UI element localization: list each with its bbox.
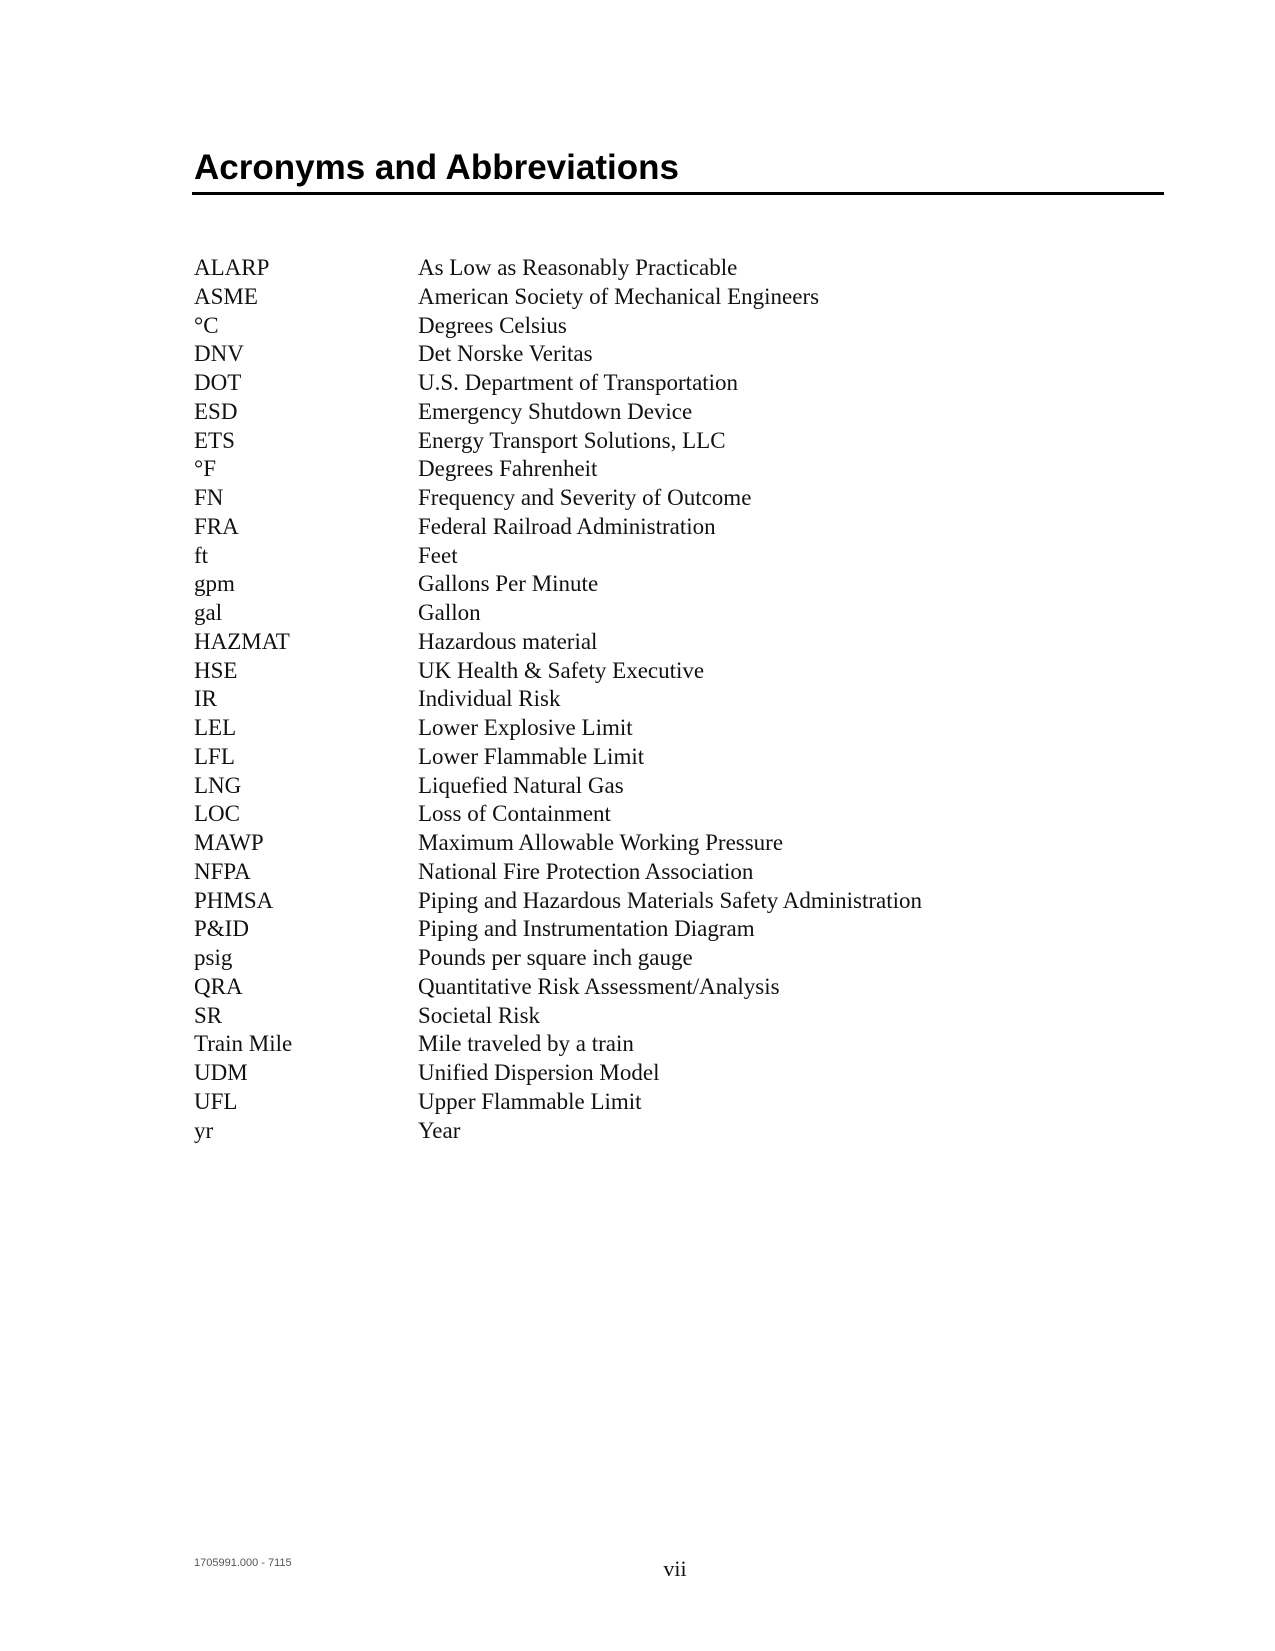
- list-item: [194, 312, 1154, 341]
- acronym-term: psig: [194, 945, 233, 970]
- acronym-definition: Lower Explosive Limit: [418, 715, 633, 740]
- acronym-term: LNG: [194, 772, 242, 798]
- acronym-term: UDM: [194, 1060, 248, 1085]
- acronym-term: SR: [194, 1002, 223, 1028]
- acronym-term: QRA: [194, 973, 243, 999]
- acronym-definition: Hazardous material: [418, 628, 598, 654]
- list-item: [194, 513, 1154, 542]
- acronym-definition: Pounds per square inch gauge: [418, 945, 693, 970]
- acronym-term: MAWP: [194, 830, 264, 855]
- list-item: [194, 570, 1154, 599]
- acronym-definition: Degrees Fahrenheit: [418, 456, 598, 482]
- acronym-definition: Piping and Instrumentation Diagram: [418, 916, 755, 942]
- acronym-term: °F: [194, 456, 216, 482]
- acronym-definition: Energy Transport Solutions, LLC: [418, 427, 726, 453]
- acronym-term: PHMSA: [194, 887, 274, 913]
- acronym-term: DNV: [194, 341, 244, 367]
- acronym-list: [194, 254, 1154, 1145]
- acronym-term: gpm: [194, 571, 235, 597]
- list-item: [194, 484, 1154, 513]
- acronym-definition: Det Norske Veritas: [418, 341, 593, 367]
- acronym-term: yr: [194, 1117, 214, 1143]
- acronym-definition: Gallon: [418, 600, 481, 625]
- acronym-definition: UK Health & Safety Executive: [418, 657, 705, 683]
- list-item: [194, 455, 1154, 484]
- acronym-term: ALARP: [194, 255, 270, 280]
- acronym-definition: Degrees Celsius: [418, 312, 567, 338]
- acronym-definition: Upper Flammable Limit: [418, 1088, 642, 1114]
- acronym-term: ETS: [194, 427, 235, 453]
- list-item: [194, 369, 1154, 398]
- list-item: [194, 685, 1154, 714]
- acronym-term: FRA: [194, 513, 239, 539]
- list-item: [194, 599, 1154, 628]
- acronym-term: LEL: [194, 715, 237, 740]
- acronym-definition: Societal Risk: [418, 1002, 541, 1028]
- acronym-definition: Year: [418, 1117, 461, 1143]
- acronym-definition: As Low as Reasonably Practicable: [418, 255, 738, 280]
- list-item: [194, 973, 1154, 1002]
- acronym-definition: National Fire Protection Association: [418, 858, 754, 884]
- acronym-term: FN: [194, 485, 224, 510]
- list-item: [194, 1002, 1154, 1031]
- acronym-term: NFPA: [194, 858, 251, 884]
- acronym-term: gal: [194, 600, 223, 625]
- list-item: [194, 915, 1154, 944]
- document-number: 1705991.000 - 7115: [194, 1557, 292, 1569]
- acronym-definition: Mile traveled by a train: [418, 1031, 634, 1057]
- list-item: [194, 657, 1154, 686]
- acronym-definition: Lower Flammable Limit: [418, 743, 645, 769]
- acronym-term: Train Mile: [194, 1031, 293, 1057]
- acronym-definition: Frequency and Severity of Outcome: [418, 485, 752, 510]
- list-item: [194, 283, 1154, 312]
- acronym-definition: Loss of Containment: [418, 801, 611, 827]
- acronym-term: HSE: [194, 657, 238, 683]
- list-item: [194, 542, 1154, 571]
- list-item: [194, 887, 1154, 916]
- acronym-term: LFL: [194, 743, 235, 769]
- acronym-definition: American Society of Mechanical Engineers: [418, 283, 820, 309]
- acronym-definition: Federal Railroad Administration: [418, 513, 716, 539]
- acronym-term: HAZMAT: [194, 628, 290, 654]
- acronym-definition: Quantitative Risk Assessment/Analysis: [418, 973, 780, 999]
- acronym-definition: Emergency Shutdown Device: [418, 398, 693, 424]
- list-item: [194, 829, 1154, 858]
- list-item: [194, 1117, 1154, 1146]
- acronym-term: P&ID: [194, 916, 249, 942]
- acronym-term: LOC: [194, 801, 240, 827]
- acronym-definition: Unified Dispersion Model: [418, 1060, 660, 1085]
- acronym-term: IR: [194, 686, 217, 712]
- acronym-definition: Individual Risk: [418, 686, 561, 712]
- list-item: [194, 1059, 1154, 1088]
- list-item: [194, 427, 1154, 456]
- acronym-definition: Maximum Allowable Working Pressure: [418, 830, 784, 855]
- acronym-term: UFL: [194, 1088, 238, 1114]
- acronym-term: ft: [194, 542, 209, 568]
- list-item: [194, 628, 1154, 657]
- page-number: vii: [663, 1556, 687, 1581]
- list-item: [194, 254, 1154, 283]
- acronym-term: °C: [194, 312, 219, 338]
- list-item: [194, 1088, 1154, 1117]
- heading-underline: [192, 192, 1164, 195]
- acronym-definition: Liquefied Natural Gas: [418, 772, 624, 798]
- list-item: [194, 340, 1154, 369]
- acronym-definition: Feet: [418, 542, 458, 568]
- acronym-definition: Piping and Hazardous Materials Safety Administration: [418, 887, 922, 913]
- acronym-term: ESD: [194, 398, 238, 424]
- page-title: Acronyms and Abbreviations: [194, 148, 679, 187]
- acronym-definition: U.S. Department of Transportation: [418, 370, 739, 395]
- list-item: [194, 858, 1154, 887]
- acronym-term: ASME: [194, 283, 258, 309]
- list-item: [194, 1030, 1154, 1059]
- acronym-term: DOT: [194, 370, 242, 395]
- list-item: [194, 714, 1154, 743]
- list-item: [194, 772, 1154, 801]
- acronym-definition: Gallons Per Minute: [418, 571, 599, 597]
- list-item: [194, 800, 1154, 829]
- list-item: [194, 743, 1154, 772]
- list-item: [194, 398, 1154, 427]
- list-item: [194, 944, 1154, 973]
